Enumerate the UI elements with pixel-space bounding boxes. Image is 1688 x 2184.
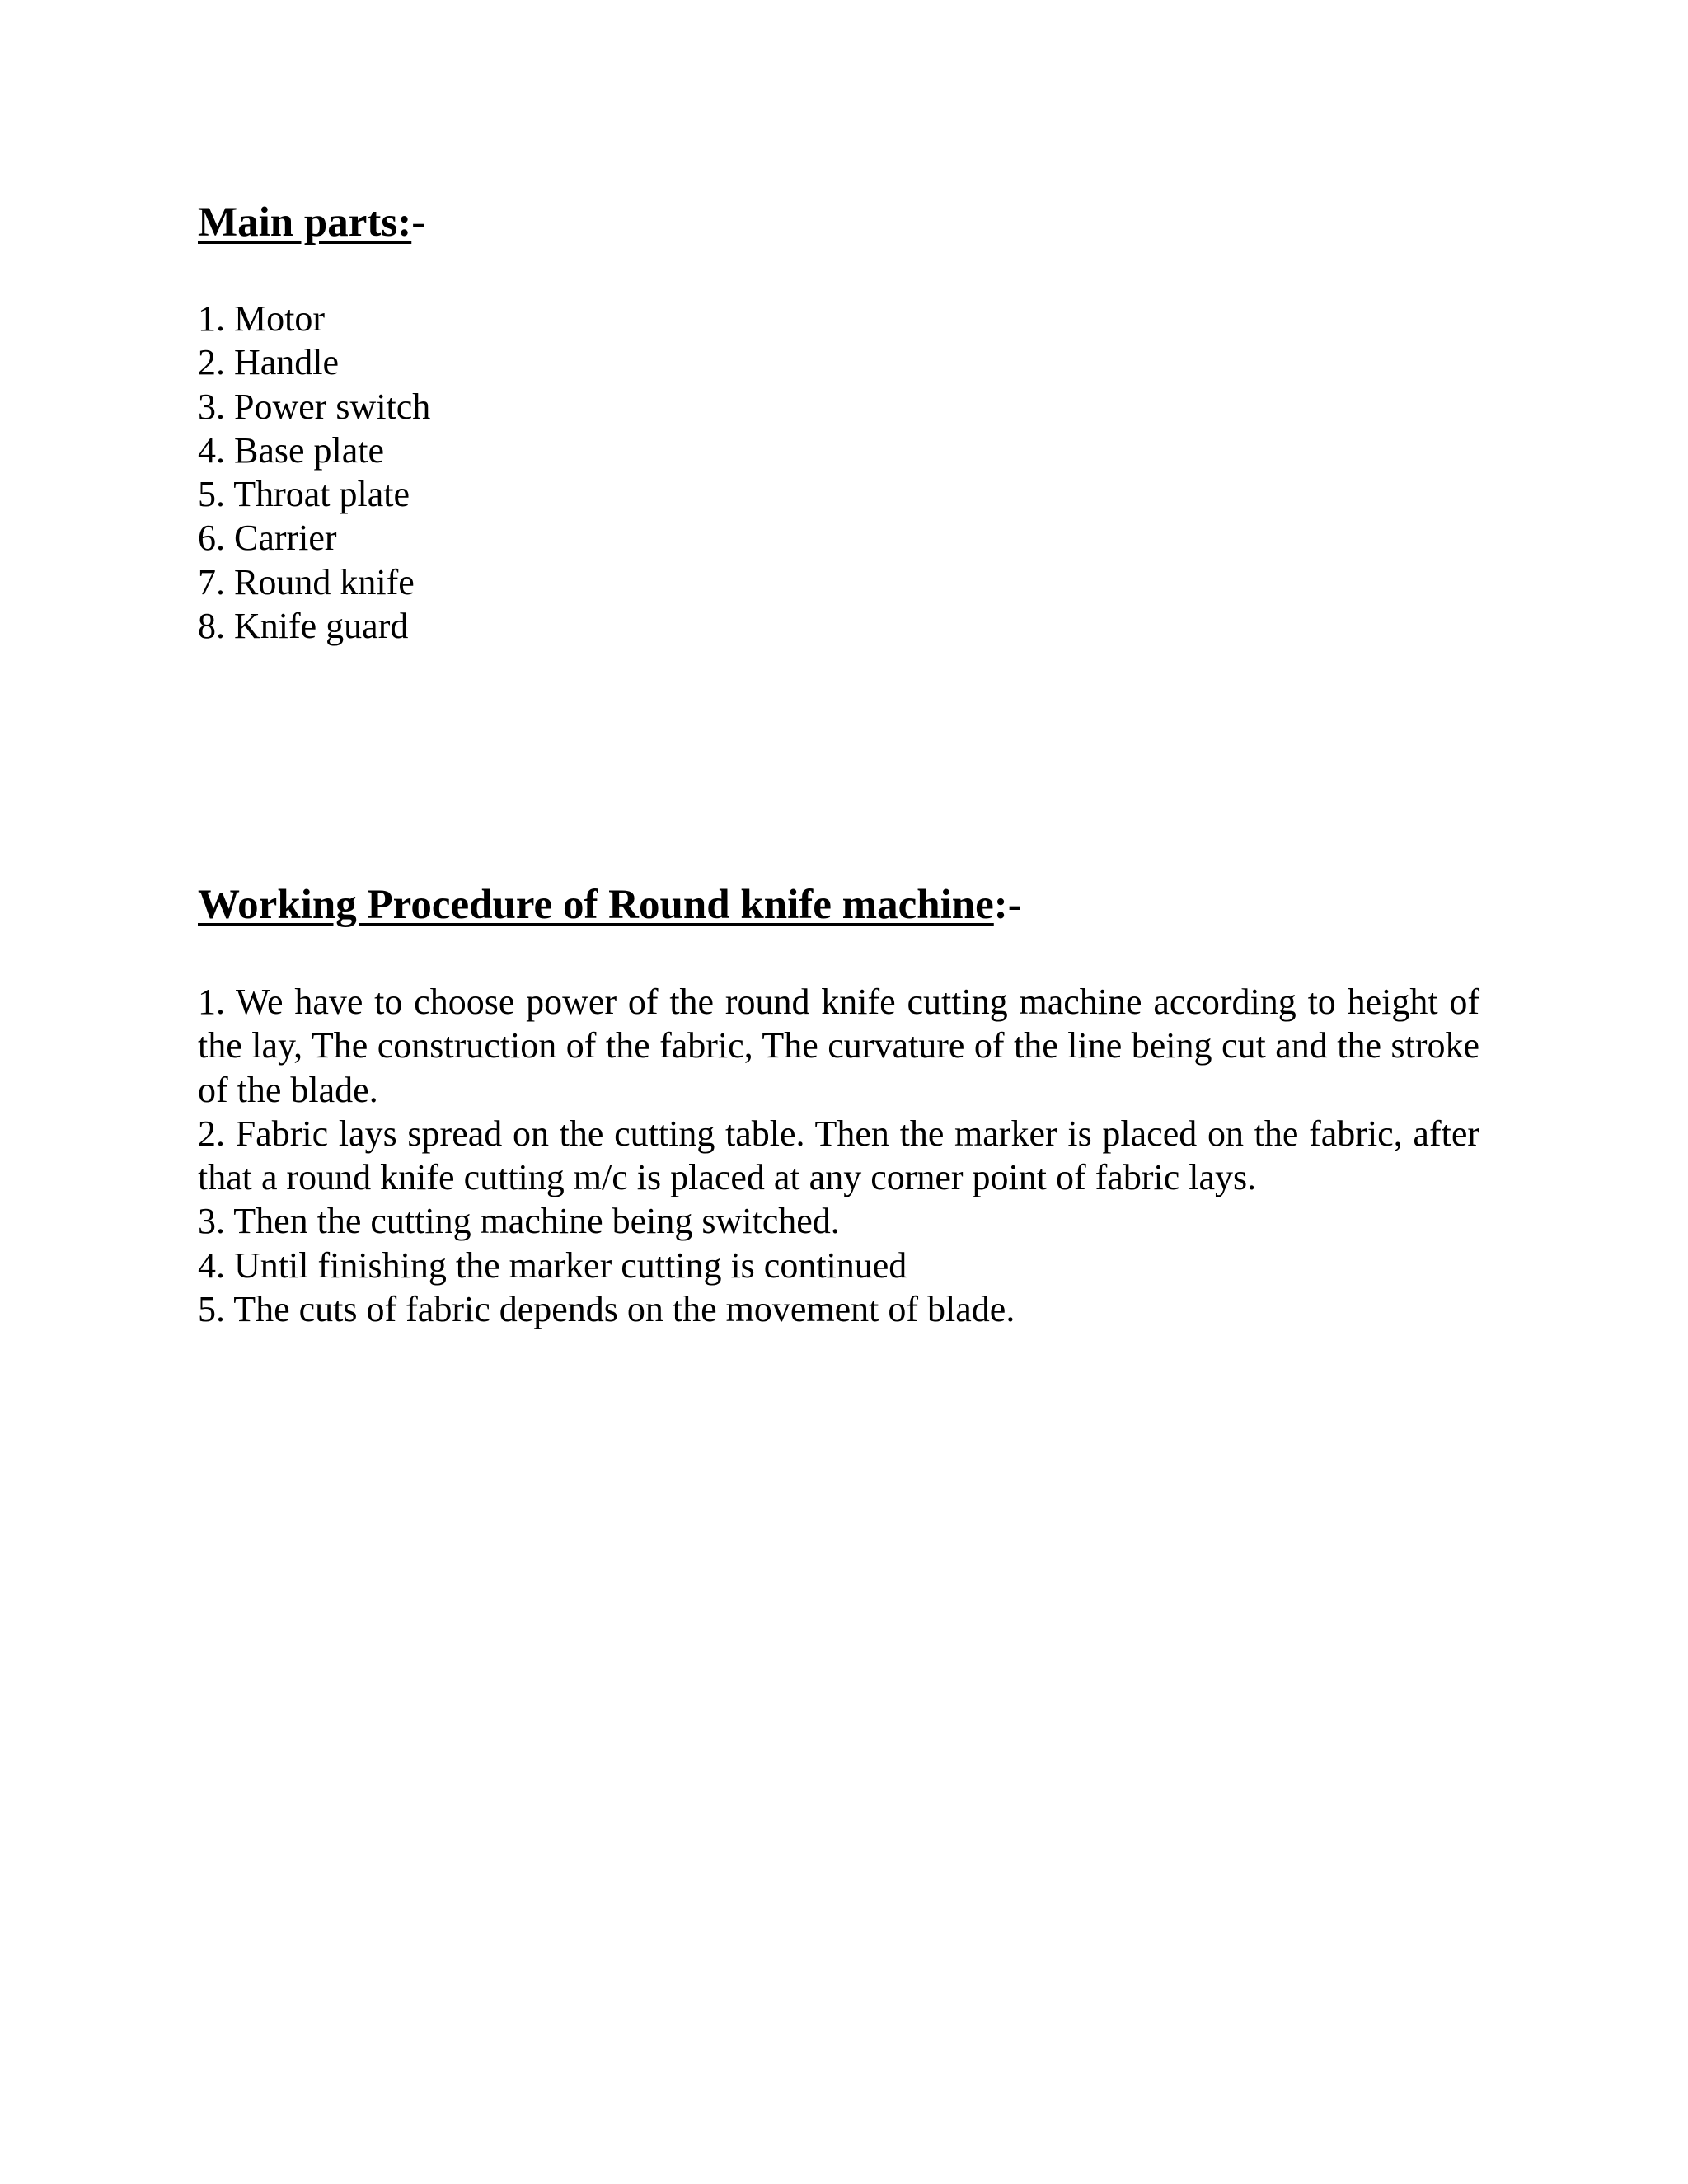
working-procedure-heading — [198, 880, 1022, 930]
main-parts-heading-suffix: - — [411, 199, 426, 246]
list-item: 5. Throat plate — [198, 474, 410, 515]
procedure-step: 2. Fabric lays spread on the cutting table. Then the marker is placed on the fabric, after that a round knife cutting m/c is placed at any corner point of fabric lays. — [198, 1113, 1479, 1198]
procedure-step: 5. The cuts of fabric depends on the movement of blade. — [198, 1289, 1015, 1330]
list-item: 6. Carrier — [198, 518, 337, 559]
list-item: 1. Motor — [198, 298, 325, 339]
main-parts-list — [198, 297, 1022, 648]
list-item: 3. Power switch — [198, 386, 431, 427]
procedure-step: 3. Then the cutting machine being switched. — [198, 1201, 840, 1242]
procedure-step: 1. We have to choose power of the round knife cutting machine according to height of the lay, The construction of the fabric, The curvature of the line being cut and the stroke of the blade. — [198, 982, 1479, 1110]
list-item: 2. Handle — [198, 342, 340, 383]
main-parts-heading-text: Main parts: — [198, 199, 412, 246]
list-item: 7. Round knife — [198, 561, 415, 602]
working-procedure-list — [198, 980, 1479, 1331]
list-item: 8. Knife guard — [198, 606, 409, 647]
working-procedure-heading-suffix: :- — [993, 882, 1022, 928]
working-procedure-heading-text: Working Procedure of Round knife machine — [198, 882, 994, 928]
main-parts-heading — [198, 198, 425, 247]
list-item: 4. Base plate — [198, 429, 385, 471]
procedure-step: 4. Until finishing the marker cutting is continued — [198, 1244, 907, 1286]
